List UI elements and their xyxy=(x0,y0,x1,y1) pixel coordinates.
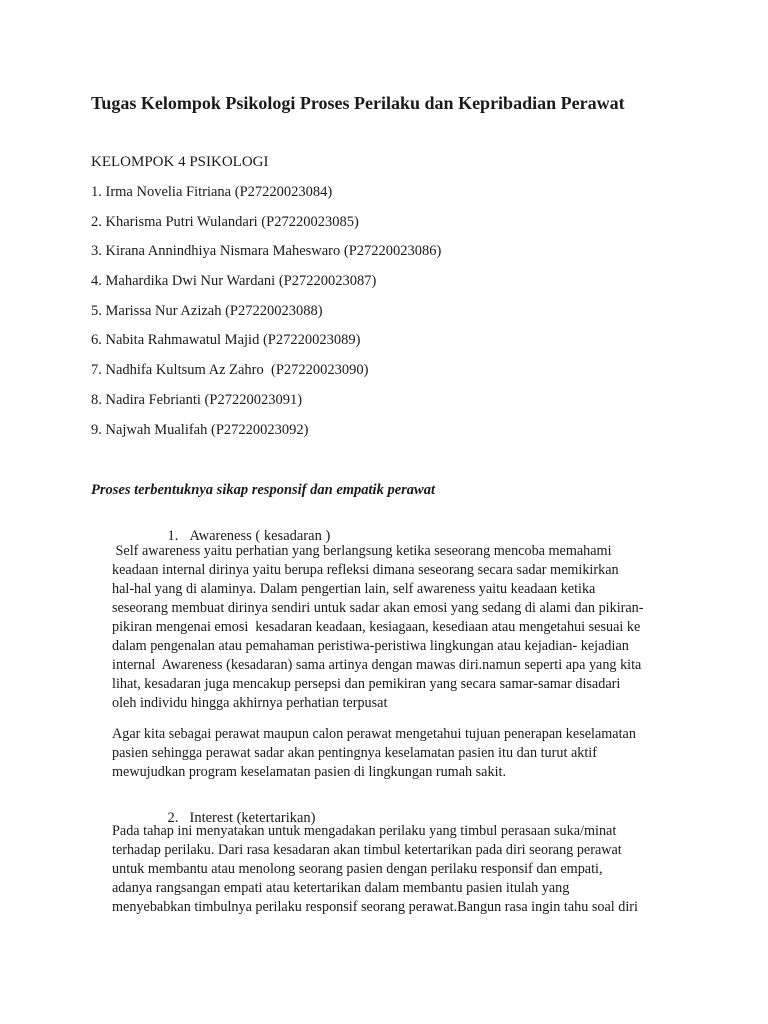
group-label: KELOMPOK 4 PSIKOLOGI xyxy=(91,154,269,170)
member-item: 1. Irma Novelia Fitriana (P27220023084) xyxy=(91,184,333,200)
member-item: 7. Nadhifa Kultsum Az Zahro (P27220023090) xyxy=(91,362,369,379)
paragraph-patient-safety: Agar kita sebagai perawat maupun calon perawat mengetahui tujuan penerapan keselamatan pasien sehingga perawat sadar akan pentingnya keselamatan pasien itu dan turut aktif mewujudkan program keselamatan pasien di lingkungan rumah sakit. xyxy=(112,726,636,780)
member-item: 6. Nabita Rahmawatul Majid (P27220023089) xyxy=(91,332,361,349)
section-heading: Proses terbentuknya sikap responsif dan empatik perawat xyxy=(91,482,435,498)
member-item: 2. Kharisma Putri Wulandari (P27220023085) xyxy=(91,213,359,230)
subheading-number: 1. xyxy=(167,528,179,544)
paragraph-self-awareness: Self awareness yaitu perhatian yang berlangsung ketika seseorang mencoba memahami keadaan internal dirinya yaitu berupa refleksi dimana seseorang secara sadar memikirkan hal-hal yang di alaminya. Dalam pengertian lain, self awareness yaitu keadaan ketika seseorang membuat dirinya sendiri untuk sadar akan emosi yang sedang di alami dan pikiran- pikiran mengenai emosi kesadaran keadaan, kesiagaan, kesediaan atau mengetahui sesuai ke dalam pengenalan atau pemahaman peristiwa-peristiwa lingkungan atau kejadian- kejadian internal Awareness (kesadaran) sama artinya dengan mawas diri.namun seperti apa yang kita lihat, kesadaran juga mencakup persepsi dan pemikiran yang secara samar-samar disadari oleh individu hingga akhirnya perhatian terpusat xyxy=(112,543,644,711)
member-item: 9. Najwah Mualifah (P27220023092) xyxy=(91,421,309,438)
subheading-label: Interest (ketertarikan) xyxy=(189,810,316,826)
document-title: Tugas Kelompok Psikologi Proses Perilaku dan Kepribadian Perawat xyxy=(91,93,625,113)
member-item: 4. Mahardika Dwi Nur Wardani (P27220023087) xyxy=(91,273,377,290)
member-list xyxy=(91,184,441,451)
subheading-number: 2. xyxy=(167,810,179,826)
member-item: 5. Marissa Nur Azizah (P27220023088) xyxy=(91,302,323,319)
subheading-label: Awareness ( kesadaran ) xyxy=(189,528,331,544)
member-item: 3. Kirana Annindhiya Nismara Maheswaro (P27220023086) xyxy=(91,243,442,260)
paragraph-interest: Pada tahap ini menyatakan untuk mengadakan perilaku yang timbul perasaan suka/minat terhadap perilaku. Dari rasa kesadaran akan timbul ketertarikan pada diri seorang perawat untuk membantu atau menolong seorang pasien dengan perilaku responsif dan empati, adanya rangsangan empati atau ketertarikan dalam membantu pasien itulah yang menyebabkan timbulnya perilaku responsif seorang perawat.Bangun rasa ingin tahu soal diri xyxy=(112,823,638,915)
member-item: 8. Nadira Febrianti (P27220023091) xyxy=(91,391,303,408)
